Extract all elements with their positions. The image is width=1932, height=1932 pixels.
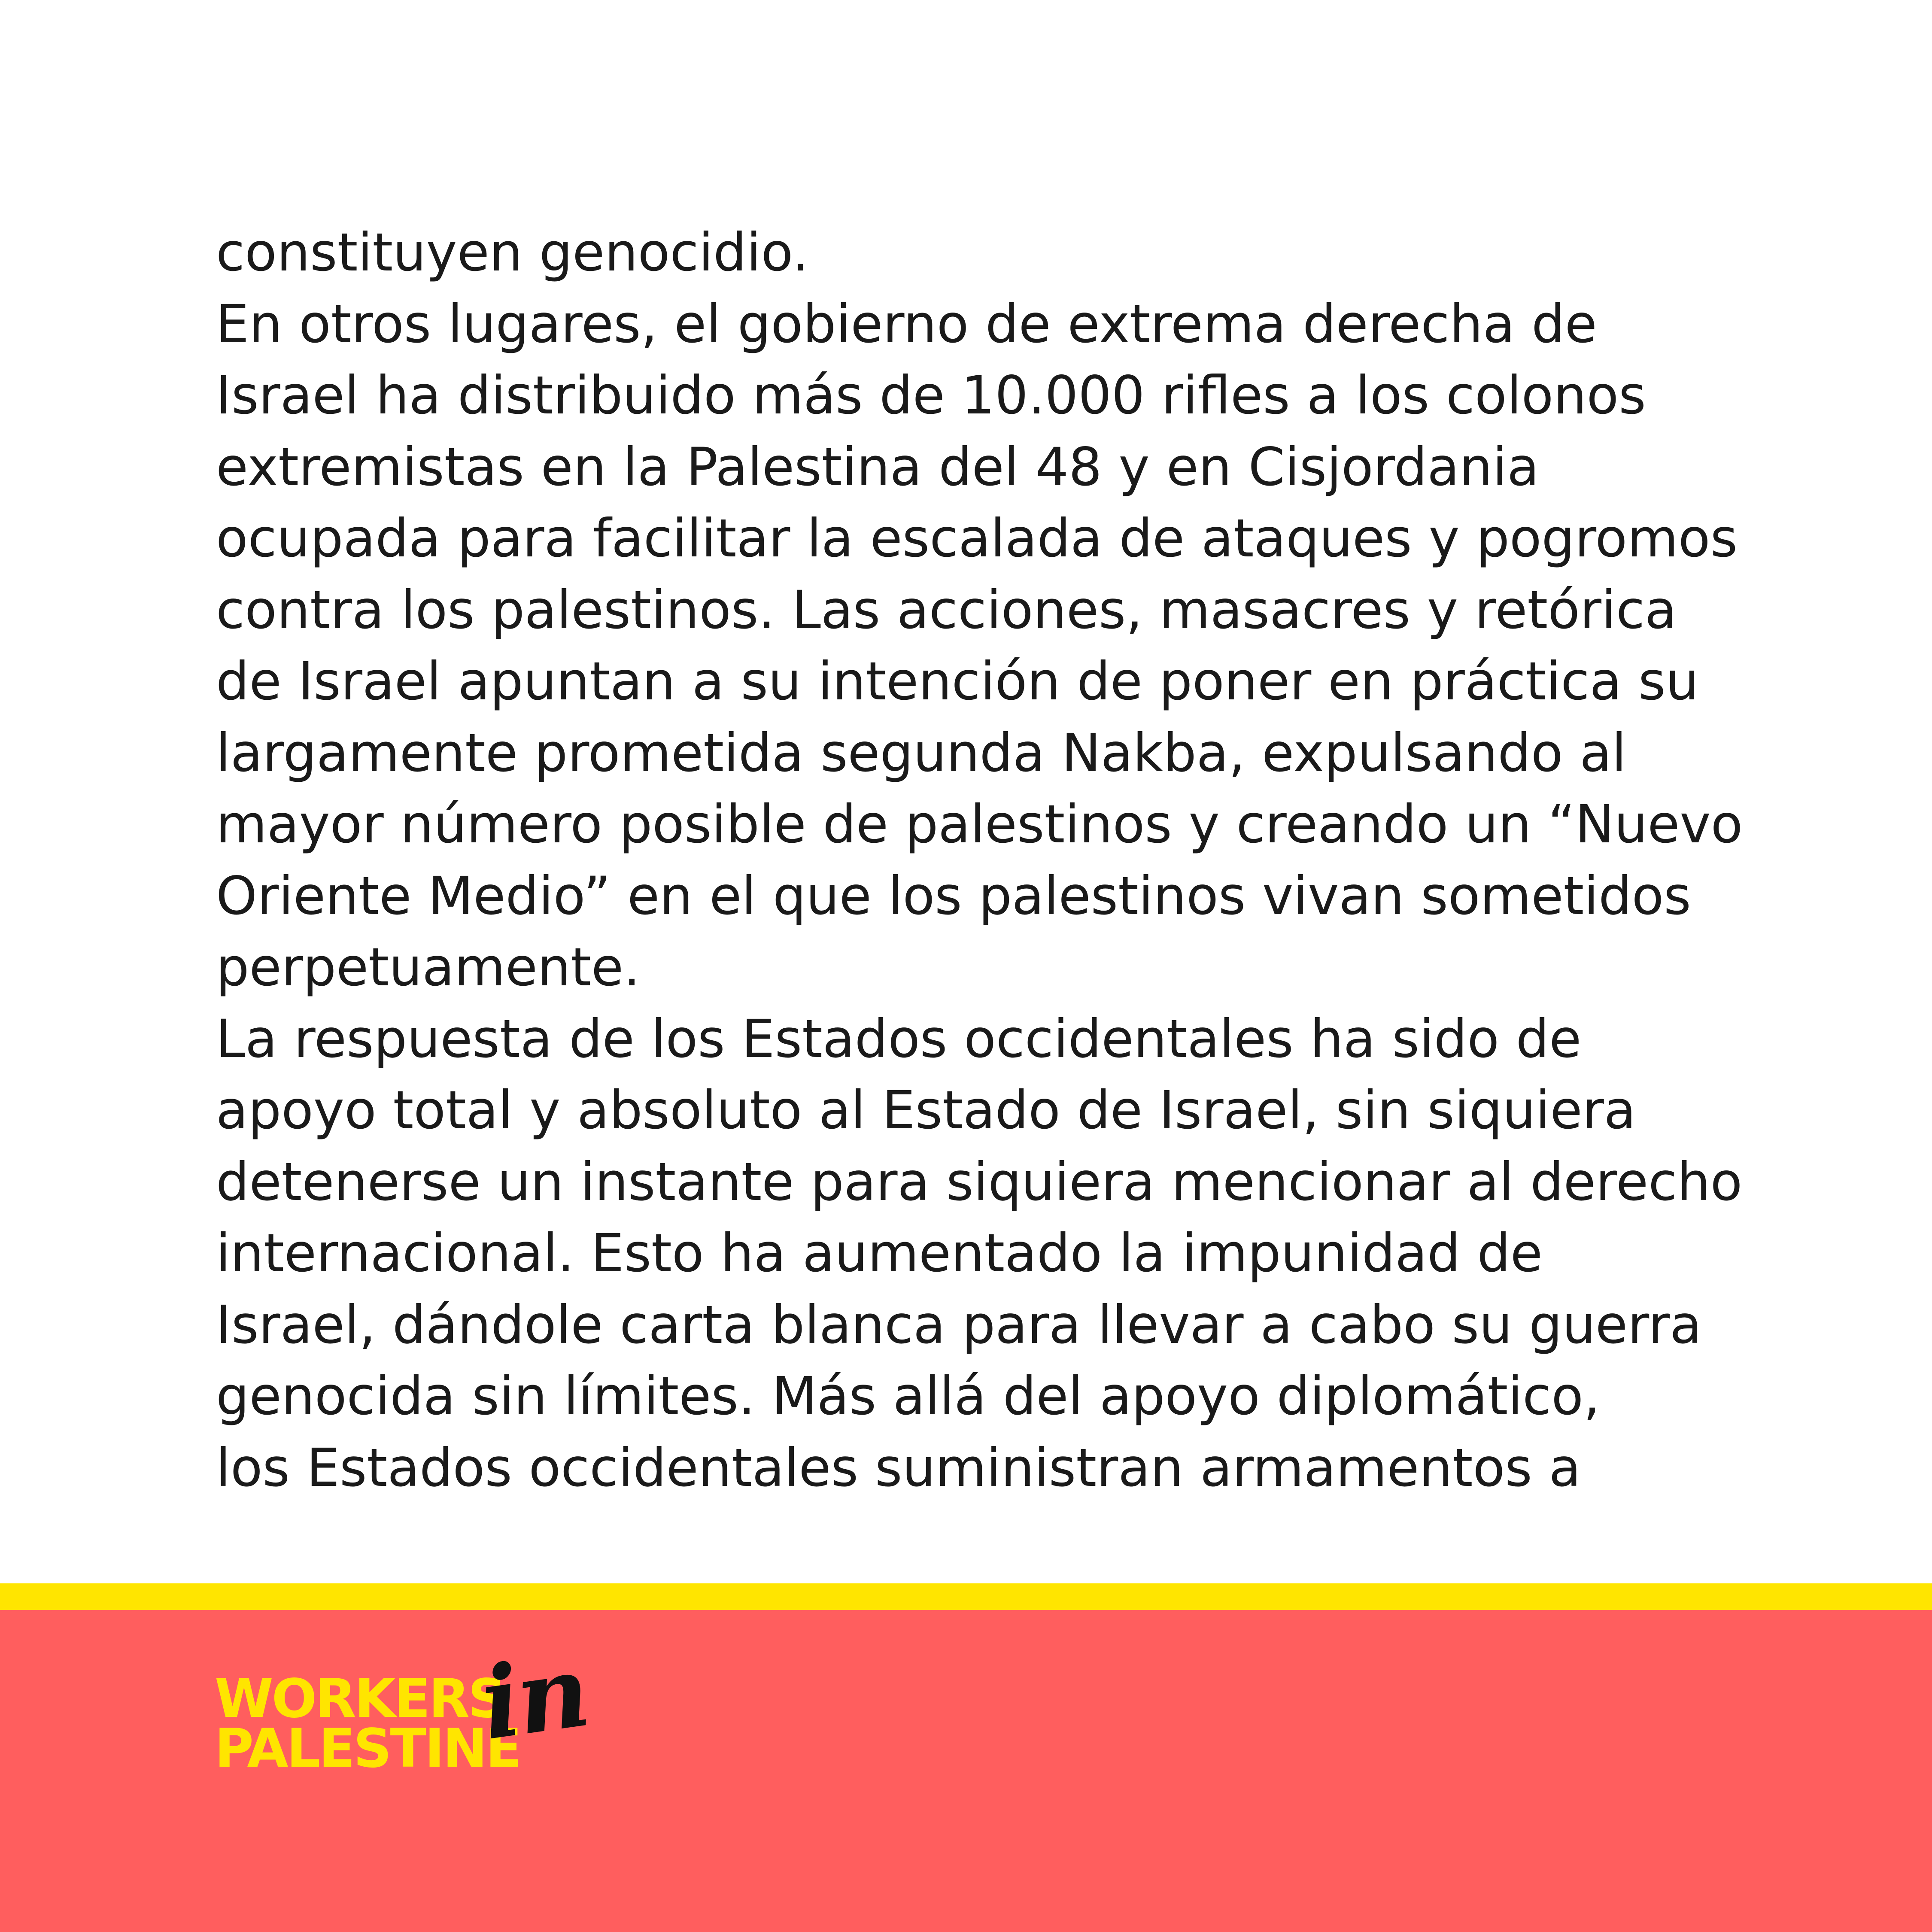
body-text-line: Israel ha distribuido más de 10.000 rifles a los colonos — [216, 365, 1646, 426]
body-text-line: largamente prometida segunda Nakba, expulsando al — [216, 722, 1627, 784]
body-text-line: extremistas en la Palestina del 48 y en Cisjordania — [216, 436, 1539, 498]
body-text-line: constituyen genocidio. — [216, 222, 809, 283]
body-text-line: En otros lugares, el gobierno de extrema derecha de — [216, 293, 1597, 355]
body-text-line: genocida sin límites. Más allá del apoyo diplomático, — [216, 1366, 1600, 1427]
body-text-line: contra los palestinos. Las acciones, masacres y retórica — [216, 579, 1677, 641]
body-text-line: ocupada para facilitar la escalada de ataques y pogromos — [216, 508, 1738, 569]
logo-word-palestine: PALESTINE — [215, 1718, 520, 1780]
body-text-line: La respuesta de los Estados occidentales ha sido de — [216, 1008, 1582, 1069]
logo-script-in: in — [474, 1633, 594, 1762]
body-text — [216, 217, 1762, 1504]
body-text-line: Oriente Medio” en el que los palestinos vivan sometidos — [216, 865, 1691, 927]
yellow-divider-stripe — [0, 1583, 1932, 1610]
logo-word-workers: WORKERS — [215, 1668, 505, 1730]
body-text-line: los Estados occidentales suministran armamentos a — [216, 1437, 1581, 1498]
body-text-line: perpetuamente. — [216, 937, 640, 998]
body-text-line: internacional. Esto ha aumentado la impunidad de — [216, 1223, 1543, 1284]
body-text-line: mayor número posible de palestinos y creando un “Nuevo — [216, 794, 1743, 855]
body-text-line: de Israel apuntan a su intención de poner en práctica su — [216, 651, 1699, 712]
body-text-line: Israel, dándole carta blanca para llevar a cabo su guerra — [216, 1294, 1702, 1355]
workers-in-palestine-logo — [215, 1633, 594, 1792]
body-text-line: apoyo total y absoluto al Estado de Israel, sin siquiera — [216, 1080, 1636, 1141]
body-text-line: detenerse un instante para siquiera mencionar al derecho — [216, 1151, 1743, 1212]
